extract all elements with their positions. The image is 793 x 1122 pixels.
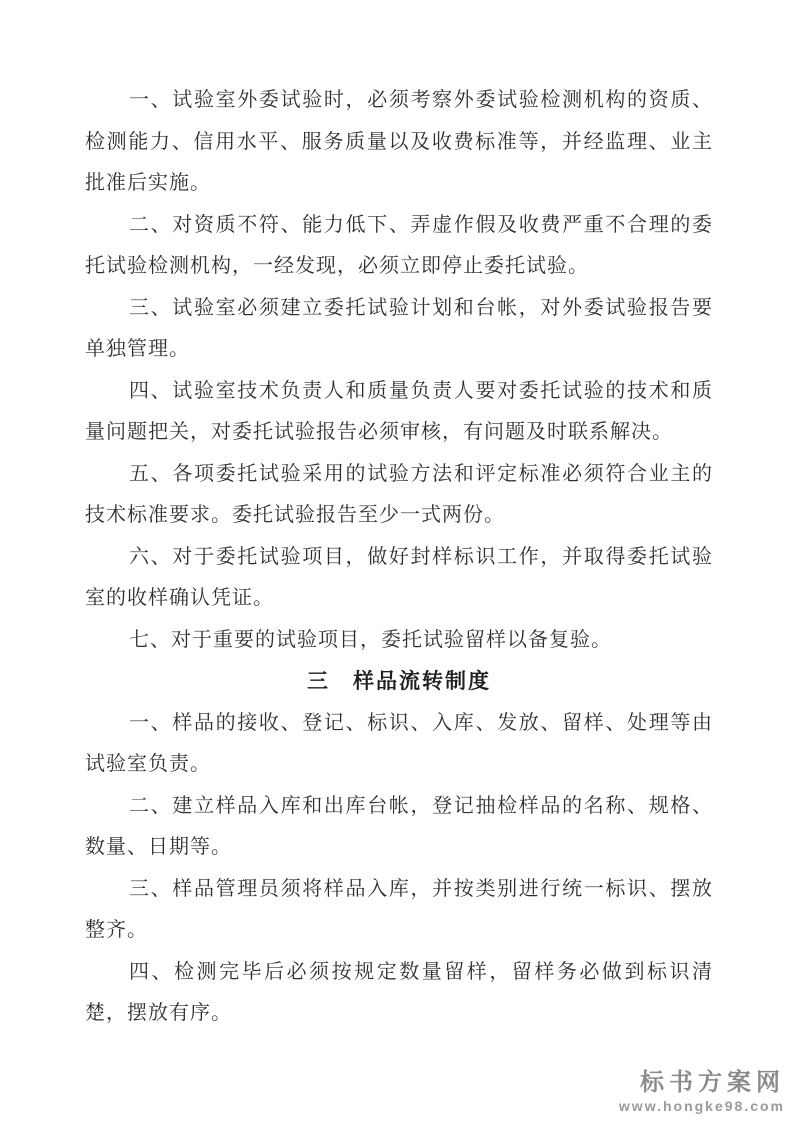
document-content [85, 80, 713, 1035]
paragraph-sample-rule-2: 二、建立样品入库和出库台帐，登记抽检样品的名称、规格、数量、日期等。 [85, 794, 713, 858]
paragraph-sample-rule-1: 一、样品的接收、登记、标识、入库、发放、留样、处理等由试验室负责。 [85, 711, 713, 775]
paragraph-outsourced-rule-5: 五、各项委托试验采用的试验方法和评定标准必须符合业主的技术标准要求。委托试验报告至少一式两份。 [85, 462, 713, 526]
paragraph-sample-rule-4: 四、检测完毕后必须按规定数量留样，留样务必做到标识清楚，摆放有序。 [85, 960, 713, 1024]
paragraph-outsourced-rule-6: 六、对于委托试验项目，做好封样标识工作，并取得委托试验室的收样确认凭证。 [85, 545, 713, 609]
section-heading-sample-flow: 三 样品流转制度 [307, 670, 491, 693]
paragraph-outsourced-rule-7: 七、对于重要的试验项目，委托试验留样以备复验。 [129, 628, 612, 651]
paragraph-outsourced-rule-2: 二、对资质不符、能力低下、弄虚作假及收费严重不合理的委托试验检测机构，一经发现，必须立即停止委托试验。 [85, 213, 713, 277]
paragraph-sample-rule-3: 三、样品管理员须将样品入库，并按类别进行统一标识、摆放整齐。 [85, 877, 713, 941]
watermark-site-name: 标书方案网 [640, 1069, 785, 1097]
watermark [619, 1070, 785, 1114]
paragraph-outsourced-rule-3: 三、试验室必须建立委托试验计划和台帐，对外委试验报告要单独管理。 [85, 296, 713, 360]
paragraph-outsourced-rule-4: 四、试验室技术负责人和质量负责人要对委托试验的技术和质量问题把关，对委托试验报告必须审核，有问题及时联系解决。 [85, 379, 713, 443]
paragraph-outsourced-rule-1: 一、试验室外委试验时，必须考察外委试验检测机构的资质、检测能力、信用水平、服务质量以及收费标准等，并经监理、业主批准后实施。 [85, 89, 713, 194]
watermark-site-url: www.hongke98.com [618, 1097, 785, 1114]
